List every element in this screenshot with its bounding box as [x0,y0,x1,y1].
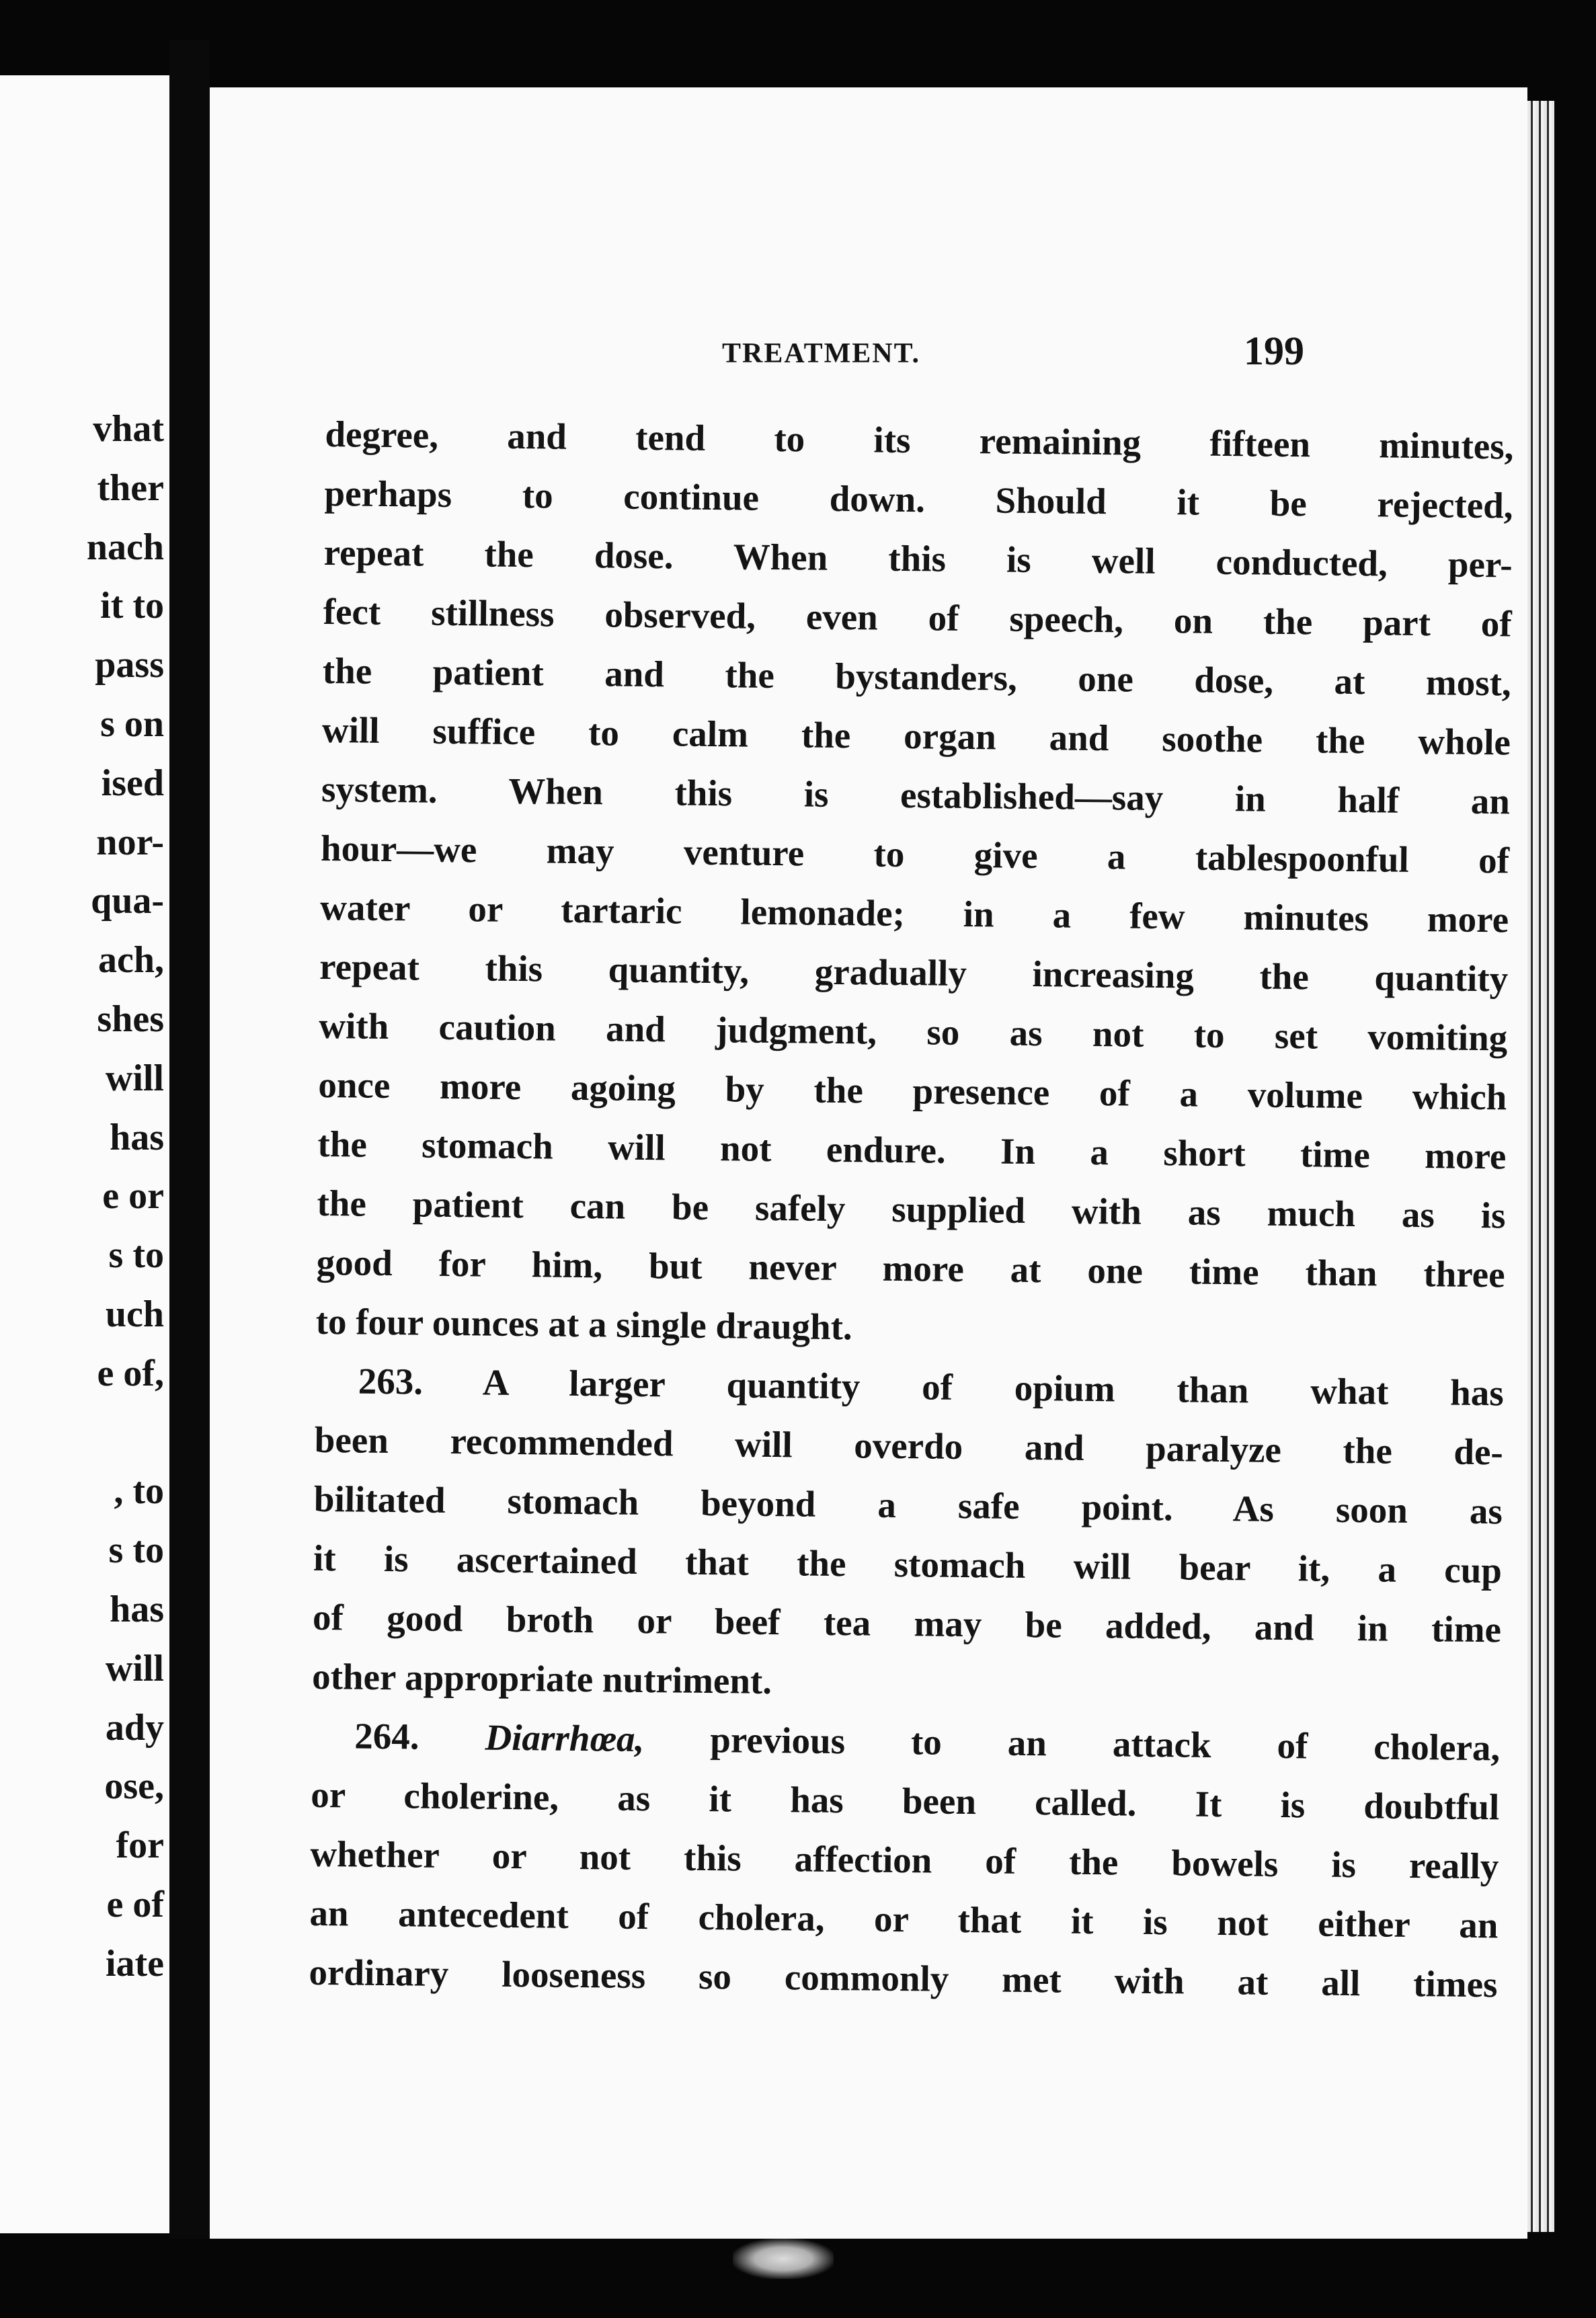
body-line: the patient can be safely supplied with as much as is [317,1182,1506,1236]
previous-page-line: for [116,1825,164,1867]
paragraph-number: 264. [354,1715,420,1757]
previous-page-line-endings [87,400,164,1994]
previous-page-line: will [105,1647,164,1689]
paragraph-264 [309,1706,1501,2014]
previous-page-line: e of [106,1883,164,1925]
paragraph-number: 263. [358,1360,424,1402]
page-stack-edge [1527,101,1554,2232]
body-line: good for him, but never more at one time than three [316,1241,1505,1295]
body-line-text: previous to an attack of cholera, [710,1719,1501,1769]
body-line: whether or not this affection of the bowels is really [310,1833,1499,1887]
body-line: fect stillness observed, even of speech, on the part of [323,590,1513,645]
previous-page-line: nach [86,526,164,568]
scan-blemish [733,2239,834,2279]
body-line: the patient and the bystanders, one dose, at most, [322,649,1512,704]
page-number: 199 [1244,329,1304,373]
previous-page-line: ther [97,467,164,509]
body-line: once more agoing by the presence of a volume which [318,1064,1507,1118]
body-line: it is ascertained that the stomach will bear it, a cup [313,1537,1503,1591]
previous-page-line: vhat [93,408,164,450]
body-line: been recommended will overdo and paralyze the de- [314,1418,1504,1473]
body-line: system. When this is established—say in half an [321,768,1511,822]
previous-page-line: s to [108,1529,164,1572]
body-text [309,405,1514,2014]
previous-page-line: nor- [96,821,164,863]
previous-page-line: pass [95,644,164,686]
body-line: perhaps to continue down. Should it be rejected, [324,472,1513,526]
previous-page-line: ady [105,1706,164,1749]
body-line: water or tartaric lemonade; in a few minutes more [319,886,1509,941]
previous-page-line: uch [105,1293,164,1335]
previous-page-line: e of, [97,1352,164,1394]
previous-page-fragment [0,75,169,2233]
continued-paragraph [316,405,1514,1304]
running-head: TREATMENT. [722,338,920,369]
body-line: or cholerine, as it has been called. It is doubtful [311,1773,1500,1828]
body-line: an antecedent of cholera, or that it is not either an [309,1892,1499,1946]
body-line: hour—we may venture to give a tablespoonful of [320,827,1510,881]
previous-page-line: , to [114,1470,164,1513]
previous-page-line: ach, [98,939,164,982]
paragraph-263-lines [313,1410,1504,1659]
previous-page-line: ose, [104,1765,164,1808]
body-line: will suffice to calm the organ and soothe the whole [321,709,1511,763]
body-line: other appropriate nutriment. [311,1655,772,1702]
page-199 [210,87,1527,2239]
body-line: of good broth or beef tea may be added, and in time [312,1596,1502,1650]
body-line: the stomach will not endure. In a short time more [317,1123,1507,1177]
italic-term: Diarrhœa, [485,1716,645,1760]
body-line-text: A larger quantity of opium than what has [482,1361,1505,1414]
body-line: to four ounces at a single draught. [315,1300,853,1348]
previous-page-line: qua- [91,880,164,922]
previous-page-line: has [110,1588,164,1630]
previous-page-line [87,1404,164,1463]
previous-page-line: s on [100,703,164,745]
previous-page-line: it to [100,585,164,627]
body-line: degree, and tend to its remaining fifteen minutes, [325,413,1514,467]
paragraph-263 [312,1351,1504,1718]
previous-page-line: e or [102,1175,164,1217]
book-gutter [169,40,210,2239]
body-line: with caution and judgment, so as not to set vomiting [319,1004,1508,1059]
previous-page-line: has [110,1116,164,1158]
previous-page-line: ised [101,762,164,804]
previous-page-line: iate [105,1942,164,1985]
previous-page-line: will [105,1057,164,1099]
previous-page-line: s to [108,1234,164,1277]
paragraph-264-lines [309,1765,1500,2014]
page-header [210,328,1527,382]
body-line: repeat the dose. When this is well conducted, per- [323,531,1513,586]
body-line: repeat this quantity, gradually increasing the quantity [319,945,1509,1000]
body-line: ordinary looseness so commonly met with at all times [309,1951,1498,2005]
body-line: bilitated stomach beyond a safe point. As soon as [313,1478,1503,1532]
previous-page-line: shes [97,998,164,1040]
